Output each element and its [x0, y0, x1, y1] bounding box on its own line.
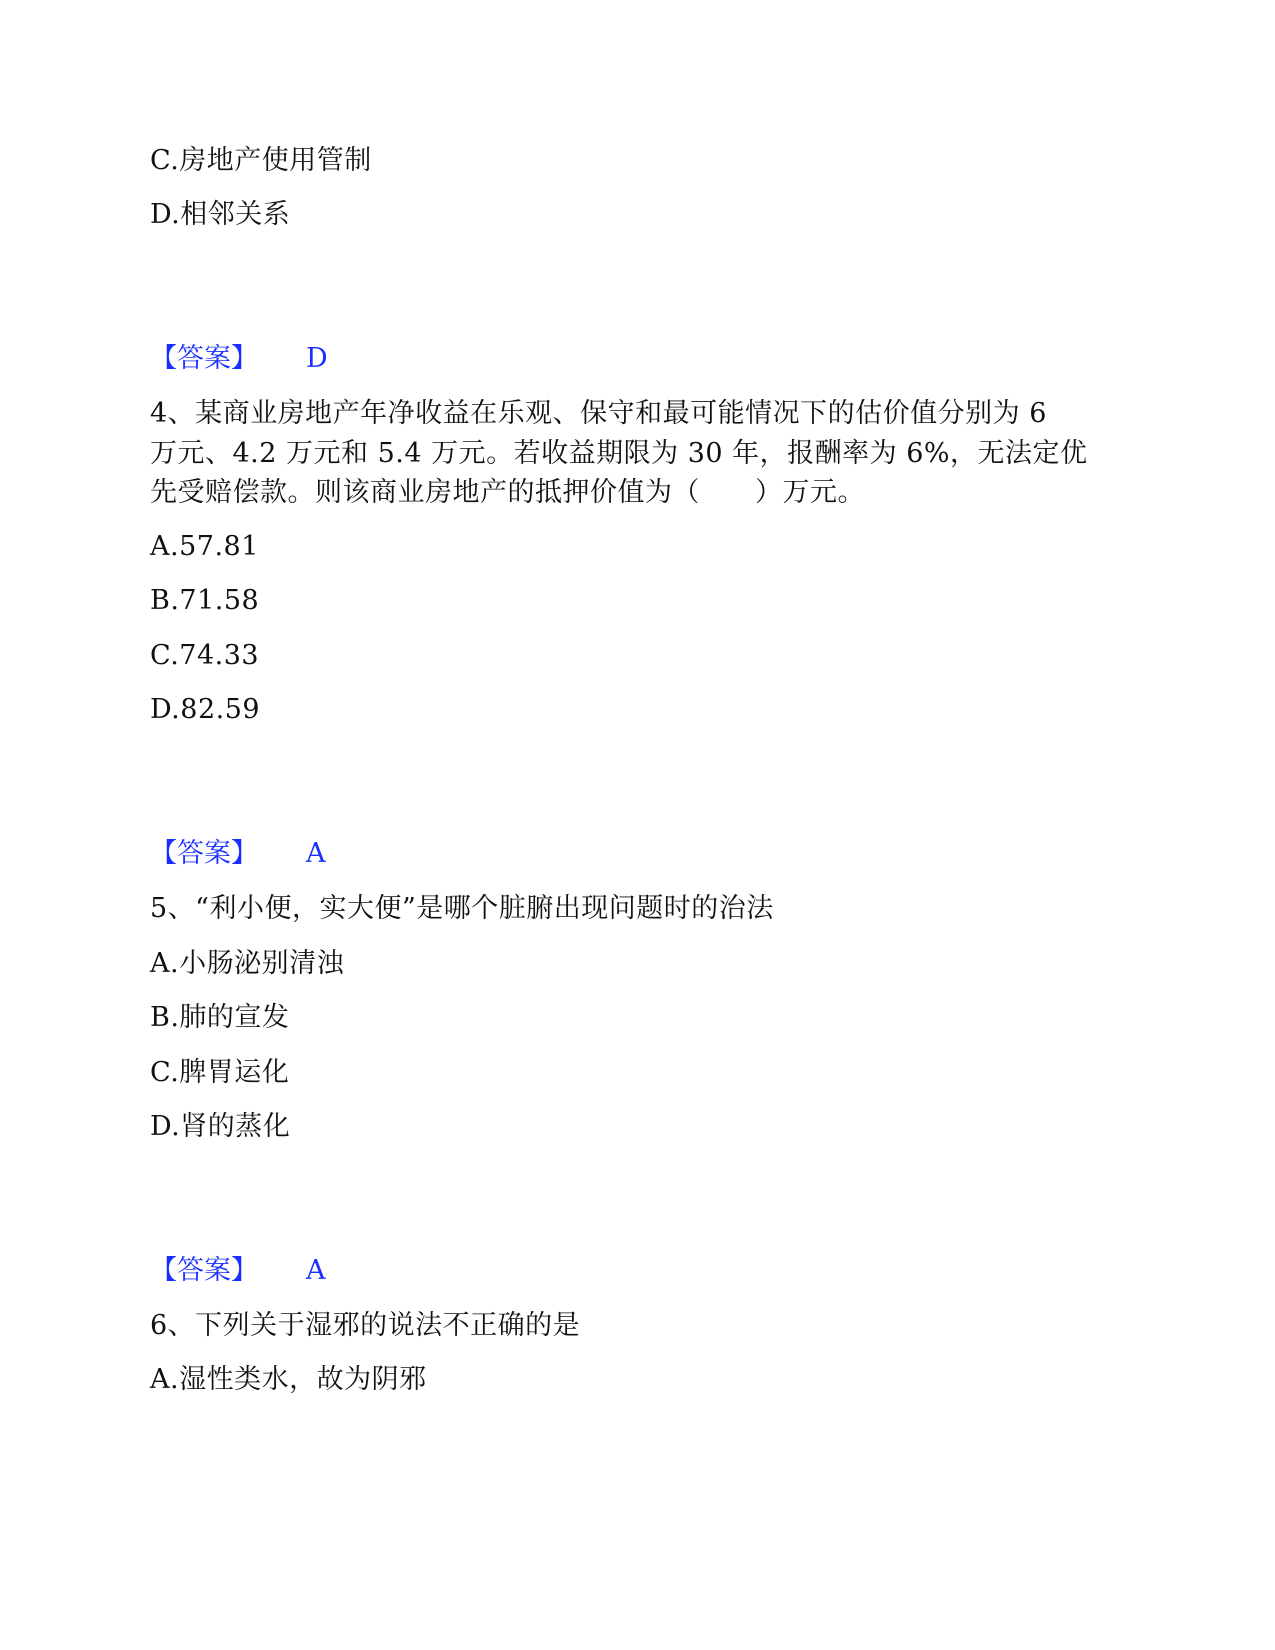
q4-question-line-2: 万元、4.2 万元和 5.4 万元。若收益期限为 30 年，报酬率为 6%，无法定优 [150, 438, 1088, 469]
q4-question-line-3: 先受赔偿款。则该商业房地产的抵押价值为（ ）万元。 [150, 477, 865, 508]
q5-answer-value: A [306, 1255, 326, 1286]
q4-answer-value: A [306, 838, 326, 869]
q5-option-c: C.脾胃运化 [150, 1057, 290, 1088]
q5-question: 5、“利小便，实大便”是哪个脏腑出现问题时的治法 [150, 893, 774, 924]
q4-option-b: B.71.58 [150, 585, 260, 616]
q5-option-a: A.小肠泌别清浊 [150, 948, 345, 979]
q4-answer [150, 835, 326, 873]
q3-answer-value: D [306, 343, 328, 374]
q3-option-d: D.相邻关系 [150, 199, 291, 230]
q3-answer-label: 【答案】 [150, 343, 258, 374]
q4-answer-label: 【答案】 [150, 838, 258, 869]
q4-question-line-1: 4、某商业房地产年净收益在乐观、保守和最可能情况下的估价值分别为 6 [150, 398, 1047, 429]
q5-answer [150, 1252, 326, 1290]
q5-answer-label: 【答案】 [150, 1255, 258, 1286]
q4-option-a: A.57.81 [150, 531, 259, 562]
q5-option-d: D.肾的蒸化 [150, 1111, 291, 1142]
q6-question: 6、下列关于湿邪的说法不正确的是 [150, 1310, 581, 1341]
q6-option-a: A.湿性类水，故为阴邪 [150, 1364, 427, 1395]
q3-option-c: C.房地产使用管制 [150, 145, 372, 176]
q4-option-c: C.74.33 [150, 640, 260, 671]
q5-option-b: B.肺的宣发 [150, 1002, 290, 1033]
q3-answer [150, 340, 328, 378]
q4-option-d: D.82.59 [150, 694, 261, 725]
